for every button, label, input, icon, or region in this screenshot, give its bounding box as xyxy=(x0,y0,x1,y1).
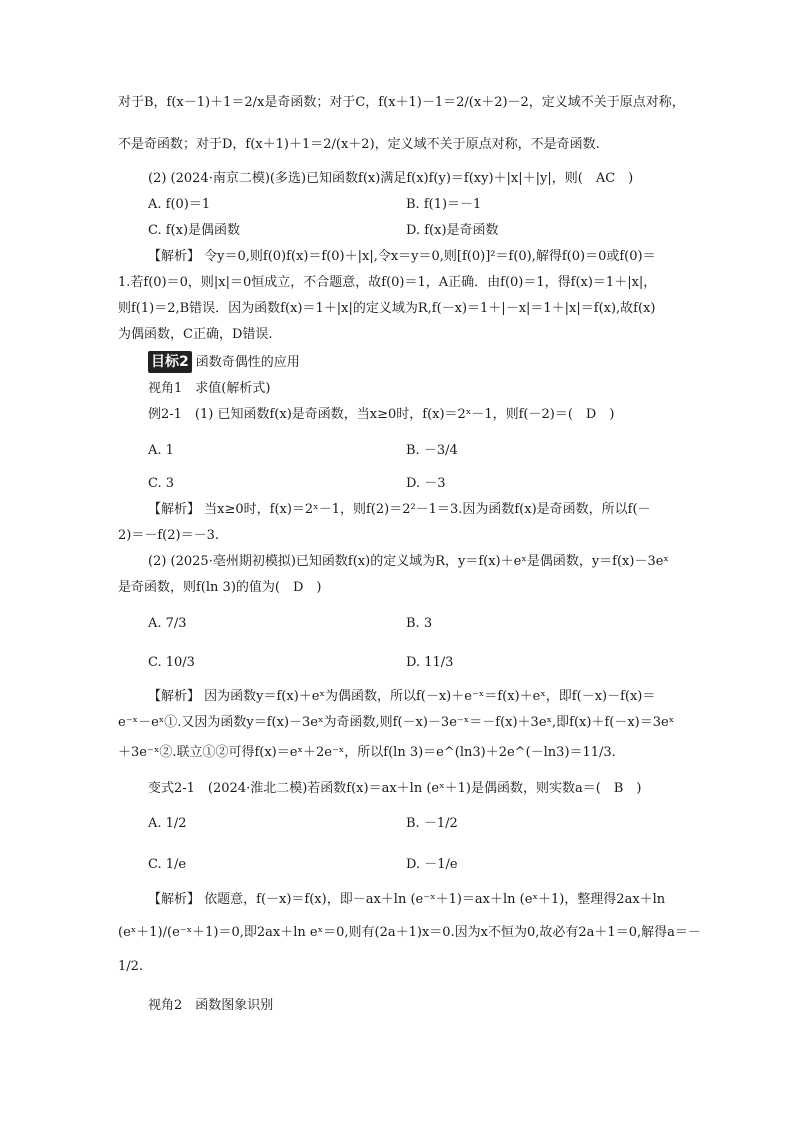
text-line xyxy=(0,473,794,495)
text-line xyxy=(0,922,794,944)
line-text: 对于B，f(x－1)＋1＝2/x是奇函数；对于C，f(x＋1)－1＝2/(x＋2)－2，定义域不关于原点对称， xyxy=(118,95,685,110)
text-line xyxy=(0,652,794,674)
line-text: 为偶函数，C正确，D错误. xyxy=(118,327,273,342)
text-line xyxy=(0,168,794,190)
text-line xyxy=(0,995,794,1017)
line-text: 例2-1 (1) 已知函数f(x)是奇函数，当x≥0时，f(x)＝2ˣ－1，则f(－2)＝( D ) xyxy=(148,407,615,422)
line-text: 则f(1)＝2,B错误．因为函数f(x)＝1＋|x|的定义域为R,f(－x)＝1＋|－x|＝1＋|x|＝f(x),故f(x) xyxy=(118,301,656,316)
text-line xyxy=(0,246,794,268)
line-text: 视角2 函数图象识别 xyxy=(148,998,274,1013)
option-left: A. f(0)＝1 xyxy=(148,197,211,212)
line-text: 视角1 求值(解析式) xyxy=(148,381,271,396)
text-line xyxy=(0,272,794,294)
option-left: C. 1/e xyxy=(148,857,187,872)
text-line xyxy=(0,854,794,876)
line-text: 【解析】 当x≥0时，f(x)＝2ˣ－1，则f(2)＝2²－1＝3.因为函数f(x)是奇函数，所以f(－ xyxy=(148,502,651,517)
option-left: C. 10/3 xyxy=(148,655,195,670)
line-text: 函数奇偶性的应用 xyxy=(195,355,300,370)
text-line xyxy=(0,194,794,216)
line-text: 变式2-1 (2024·淮北二模)若函数f(x)＝ax＋ln (eˣ＋1)是偶函数，则实数a＝( B ) xyxy=(148,781,642,796)
option-left: C. f(x)是偶函数 xyxy=(148,223,241,238)
line-text: (eˣ＋1)/(e⁻ˣ＋1)＝0,即2ax＋ln eˣ＝0,则有(2a＋1)x＝0.因为x不恒为0,故必有2a＋1＝0,解得a＝－ xyxy=(118,925,701,940)
text-line xyxy=(0,551,794,573)
text-line xyxy=(0,220,794,242)
text-line xyxy=(0,378,794,400)
text-line xyxy=(0,742,794,764)
line-text: ＋3e⁻ˣ②.联立①②可得f(x)＝eˣ＋2e⁻ˣ，所以f(ln 3)＝e^(ln3)＋2e^(－ln3)＝11/3. xyxy=(118,745,616,760)
line-text: (2) (2024·南京二模)(多选)已知函数f(x)满足f(x)f(y)＝f(xy)＋|x|＋|y|，则( AC ) xyxy=(148,171,634,186)
option-left: A. 1 xyxy=(148,443,174,458)
line-text: 1.若f(0)＝0，则|x|＝0恒成立，不合题意，故f(0)＝1，A正确．由f(0)＝1，得f(x)＝1＋|x|， xyxy=(118,275,657,290)
text-line xyxy=(0,298,794,320)
text-line xyxy=(0,813,794,835)
option-right: B. －3/4 xyxy=(406,443,458,458)
text-line xyxy=(0,351,794,374)
text-line xyxy=(0,134,794,156)
text-line xyxy=(0,92,794,114)
text-line xyxy=(0,889,794,911)
text-line xyxy=(0,712,794,734)
text-line xyxy=(0,613,794,635)
text-line xyxy=(0,499,794,521)
text-line xyxy=(0,778,794,800)
line-text: 2)＝－f(2)＝－3. xyxy=(118,528,219,543)
text-line xyxy=(0,956,794,978)
line-text: (2) (2025·亳州期初模拟)已知函数f(x)的定义域为R，y＝f(x)＋eˣ是偶函数，y＝f(x)－3eˣ xyxy=(148,554,669,569)
option-right: B. 3 xyxy=(406,616,433,631)
line-text: 【解析】 依题意，f(－x)＝f(x)，即－ax＋ln (e⁻ˣ＋1)＝ax＋ln (eˣ＋1)，整理得2ax＋ln xyxy=(148,892,666,907)
text-line xyxy=(0,686,794,708)
option-right: B. －1/2 xyxy=(406,816,458,831)
option-right: B. f(1)＝－1 xyxy=(406,197,482,212)
line-text: 【解析】 因为函数y＝f(x)＋eˣ为偶函数，所以f(－x)＋e⁻ˣ＝f(x)＋eˣ，即f(－x)－f(x)＝ xyxy=(148,689,656,704)
section-goal-badge: 目标2 xyxy=(148,351,192,373)
line-text: 1/2. xyxy=(118,959,144,974)
line-text: 不是奇函数；对于D，f(x＋1)＋1＝2/(x＋2)，定义域不关于原点对称，不是奇函数. xyxy=(118,137,600,152)
text-line xyxy=(0,404,794,426)
line-text: 是奇函数，则f(ln 3)的值为( D ) xyxy=(118,580,322,595)
text-line xyxy=(0,525,794,547)
line-text: 【解析】 令y＝0,则f(0)f(x)＝f(0)＋|x|,令x＝y＝0,则[f(0)]²＝f(0),解得f(0)＝0或f(0)＝ xyxy=(148,249,656,264)
line-text: e⁻ˣ－eˣ①.又因为函数y＝f(x)－3eˣ为奇函数,则f(－x)－3e⁻ˣ＝－f(x)＋3eˣ,即f(x)＋f(－x)＝3eˣ xyxy=(118,715,675,730)
option-left: A. 7/3 xyxy=(148,616,187,631)
option-right: D. 11/3 xyxy=(406,655,454,670)
text-line xyxy=(0,577,794,599)
option-right: D. f(x)是奇函数 xyxy=(406,223,499,238)
option-right: D. －1/e xyxy=(406,857,458,872)
option-left: A. 1/2 xyxy=(148,816,187,831)
option-left: C. 3 xyxy=(148,476,175,491)
option-right: D. －3 xyxy=(406,476,446,491)
text-line xyxy=(0,440,794,462)
text-line xyxy=(0,324,794,346)
